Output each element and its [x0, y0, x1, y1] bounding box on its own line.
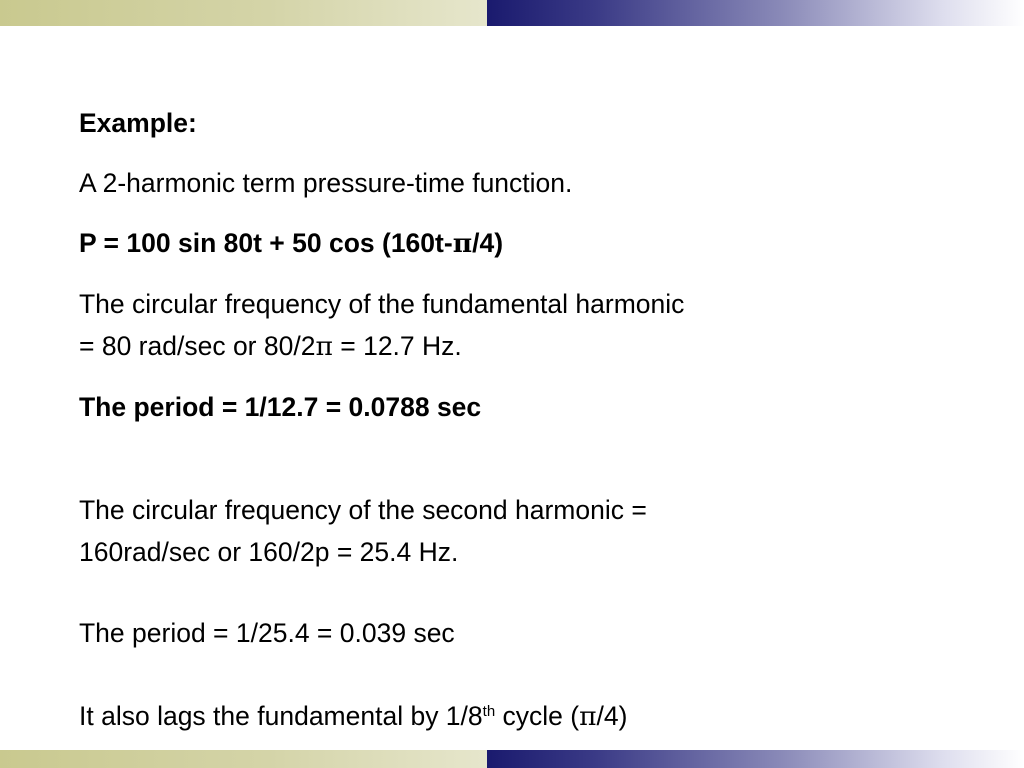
lag-text-middle: cycle ( — [495, 701, 580, 731]
fundamental-frequency-line2-after: = 12.7 Hz. — [332, 331, 462, 361]
lag-text-after: /4) — [596, 701, 628, 731]
second-frequency-line2: 160rad/sec or 160/2p = 25.4 Hz. — [79, 537, 459, 567]
top-decoration-bar — [0, 0, 1024, 26]
equation-before: P = 100 sin 80t + 50 cos (160t- — [79, 228, 453, 258]
second-period: The period = 1/25.4 = 0.039 sec — [79, 618, 455, 648]
equation — [79, 222, 503, 265]
bottom-bar-navy-segment — [487, 750, 1024, 768]
fundamental-frequency-pi: π — [315, 331, 333, 362]
bottom-decoration-bar — [0, 750, 1024, 768]
fundamental-period: The period = 1/12.7 = 0.0788 sec — [79, 392, 482, 422]
equation-after: /4) — [472, 228, 504, 258]
slide-heading: Example: — [79, 108, 197, 138]
lag-text — [79, 695, 627, 738]
fundamental-frequency-line2 — [79, 325, 462, 368]
lag-text-before: It also lags the fundamental by 1/8 — [79, 701, 483, 731]
top-bar-navy-segment — [487, 0, 1024, 26]
intro-text: A 2-harmonic term pressure-time function. — [79, 168, 573, 198]
lag-text-superscript: th — [482, 703, 496, 720]
equation-pi: π — [452, 228, 473, 259]
bottom-bar-olive-segment — [0, 750, 487, 768]
top-bar-olive-segment — [0, 0, 487, 26]
second-frequency-line1: The circular frequency of the second harmonic = — [79, 495, 647, 525]
lag-text-pi: π — [579, 701, 597, 732]
fundamental-frequency-line2-before: = 80 rad/sec or 80/2 — [79, 331, 316, 361]
fundamental-frequency-line1: The circular frequency of the fundamental harmonic — [79, 289, 685, 319]
